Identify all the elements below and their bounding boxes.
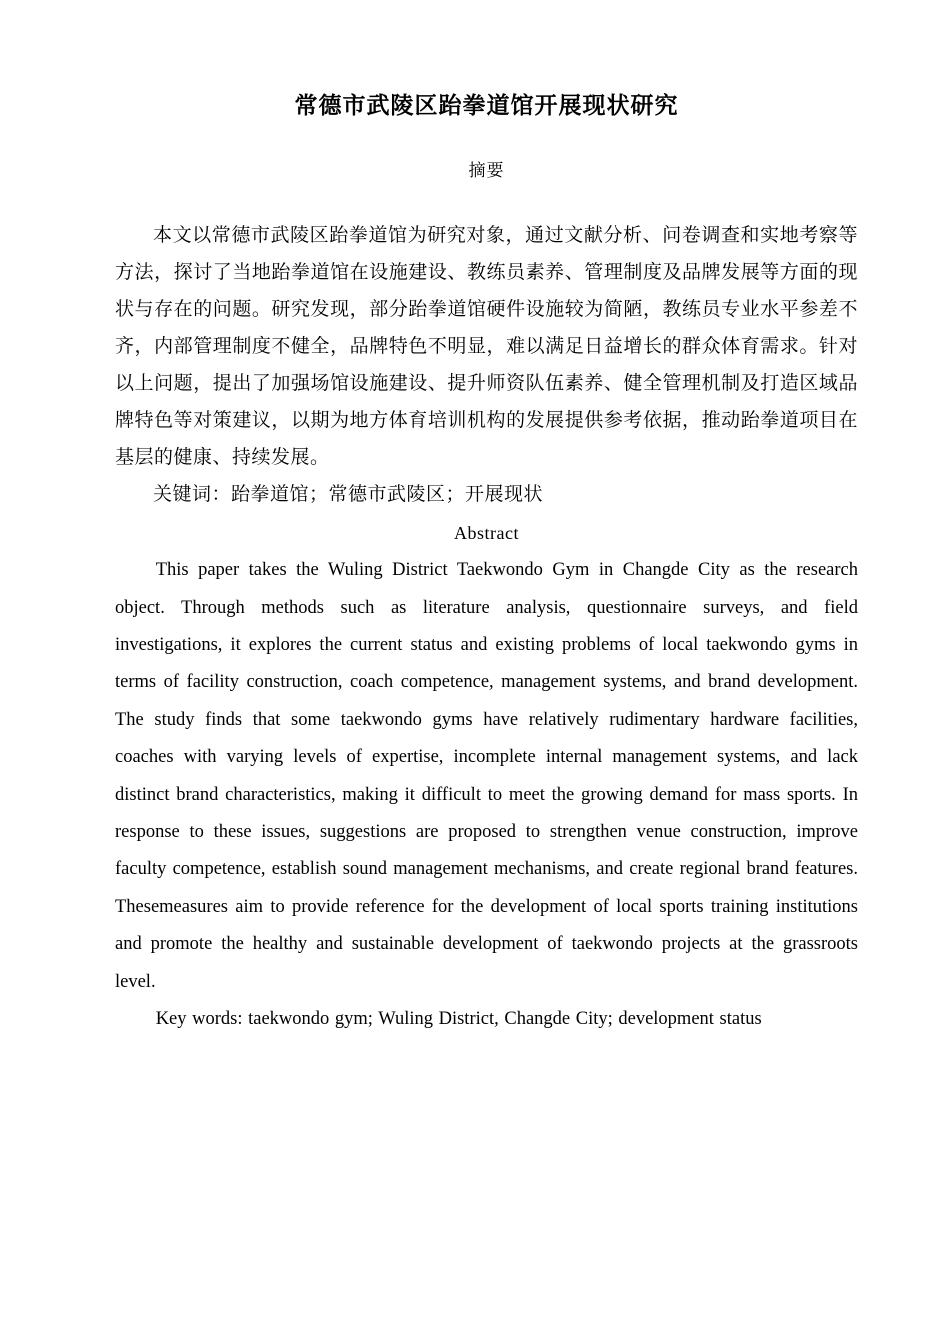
- page-title: 常德市武陵区跆拳道馆开展现状研究: [294, 93, 679, 118]
- abstract-cn-heading: 摘要: [468, 161, 505, 181]
- abstract-en-paragraph: This paper takes the Wuling District Taekwondo Gym in Changde City as the research object. Through methods such as literature analysis, questionnaire surveys, and field investigations, it explores the current status and existing problems of local taekwondo gyms in terms of facility construction, coach competence, management systems, and brand development. The study finds that some taekwondo gyms have relatively rudimentary hardware facilities, coaches with varying levels of expertise, incomplete internal management systems, and lack distinct brand characteristics, making it difficult to meet the growing demand for mass sports. In response to these issues, suggestions are proposed to strengthen venue construction, improve faculty competence, establish sound management mechanisms, and create regional brand features. Thesemeasures aim to provide reference for the development of local sports training institutions and promote the healthy and sustainable development of taekwondo projects at the grassroots level.: [115, 560, 858, 992]
- abstract-en-heading: Abstract: [454, 523, 519, 544]
- keywords-cn: 关键词：跆拳道馆；常德市武陵区；开展现状: [153, 484, 544, 506]
- abstract-cn-paragraph: 本文以常德市武陵区跆拳道馆为研究对象，通过文献分析、问卷调查和实地考察等方法，探讨了当地跆拳道馆在设施建设、教练员素养、管理制度及品牌发展等方面的现状与存在的问题。研究发现，部分跆拳道馆硬件设施较为简陋，教练员专业水平参差不齐，内部管理制度不健全，品牌特色不明显，难以满足日益增长的群众体育需求。针对以上问题，提出了加强场馆设施建设、提升师资队伍素养、健全管理机制及打造区域品牌特色等对策建议，以期为地方体育培训机构的发展提供参考依据，推动跆拳道项目在基层的健康、持续发展。: [115, 225, 858, 469]
- keywords-en: Key words: taekwondo gym; Wuling District, Changde City; development status: [155, 1009, 762, 1030]
